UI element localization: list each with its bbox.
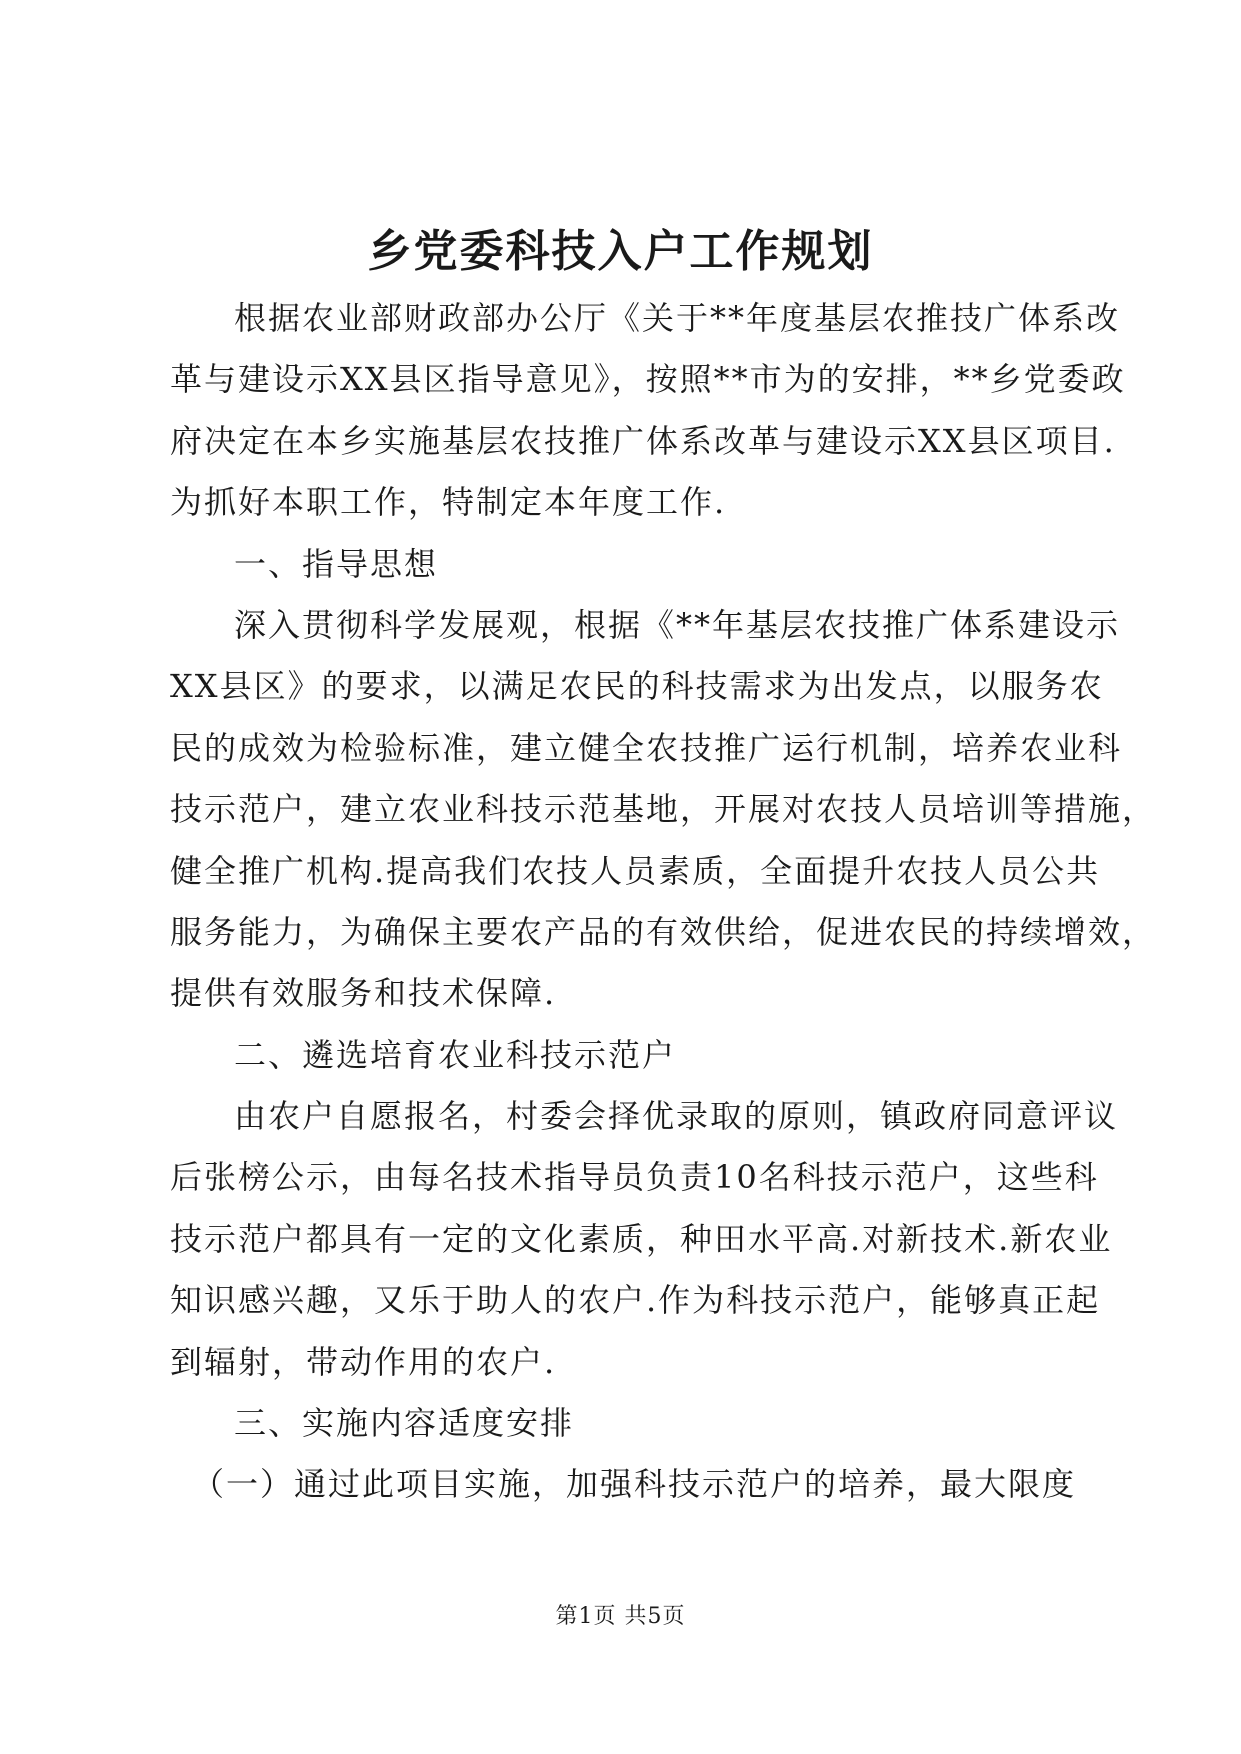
paragraph-line: 民的成效为检验标准，建立健全农技推广运行机制，培养农业科 [170,728,1123,767]
paragraph-line: 后张榜公示，由每名技术指导员负责10名科技示范户，这些科 [170,1158,1099,1197]
paragraph-line: 革与建设示XX县区指导意见》，按照**市为的安排，**乡党委政 [170,360,1126,399]
paragraph-line: 提供有效服务和技术保障. [170,974,557,1013]
paragraph-line: 由农户自愿报名，村委会择优录取的原则，镇政府同意评议 [234,1097,1119,1136]
paragraph-line: （一）通过此项目实施，加强科技示范户的培养，最大限度 [192,1465,1077,1504]
document-body [170,288,1157,1516]
paragraph-line: 府决定在本乡实施基层农技推广体系改革与建设示XX县区项目. [170,421,1116,460]
paragraph-line: 服务能力，为确保主要农产品的有效供给，促进农民的持续增效， [170,912,1157,951]
paragraph-line: 健全推广机构.提高我们农技人员素质，全面提升农技人员公共 [170,851,1101,890]
paragraph-line: 技示范户都具有一定的文化素质，种田水平高.对新技术.新农业 [170,1219,1113,1258]
paragraph-line: 知识感兴趣，又乐于助人的农户.作为科技示范户，能够真正起 [170,1281,1101,1320]
paragraph-line: 到辐射，带动作用的农户. [170,1342,557,1381]
section-heading: 二、遴选培育农业科技示范户 [234,1035,677,1074]
paragraph-line: 根据农业部财政部办公厅《关于**年度基层农推技广体系改 [234,299,1121,337]
section-heading: 三、实施内容适度安排 [234,1404,575,1443]
paragraph-line: 为抓好本职工作，特制定本年度工作. [170,483,727,522]
page-number: 第1页 共5页 [555,1604,686,1629]
paragraph-line: XX县区》的要求，以满足农民的科技需求为出发点，以服务农 [170,667,1104,706]
section-heading: 一、指导思想 [234,544,439,583]
paragraph-line: 技示范户，建立农业科技示范基地，开展对农技人员培训等措施， [170,790,1157,829]
document-title: 乡党委科技入户工作规划 [367,226,874,277]
paragraph-line: 深入贯彻科学发展观，根据《**年基层农技推广体系建设示 [234,605,1121,644]
